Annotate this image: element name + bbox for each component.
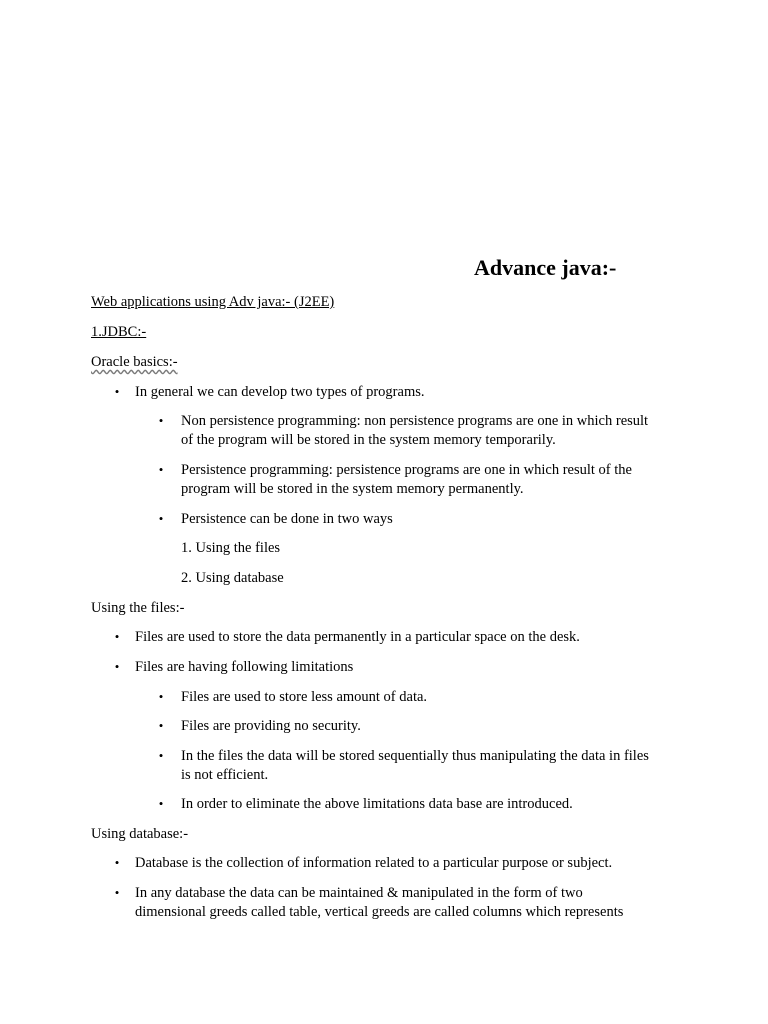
files-bullet-store: Files are used to store the data permanently in a particular space on the desk. <box>135 629 580 645</box>
db-bullet-table-line-1: In any database the data can be maintained & manipulated in the form of two <box>135 885 583 901</box>
bullet-icon: • <box>158 689 164 704</box>
heading-oracle-basics: Oracle basics:- <box>91 354 178 370</box>
bullet-icon: • <box>114 384 120 399</box>
bullet-icon: • <box>114 629 120 644</box>
heading-jdbc: 1.JDBC:- <box>91 324 147 340</box>
persistence-line-2: program will be stored in the system memory permanently. <box>181 481 524 497</box>
limitation-less-data: Files are used to store less amount of data. <box>181 689 428 705</box>
heading-using-files: Using the files:- <box>91 600 185 616</box>
bullet-icon: • <box>158 413 164 428</box>
bullet-icon: • <box>158 462 164 477</box>
persistence-line-1: Persistence programming: persistence programs are one in which result of the <box>181 462 632 478</box>
limitation-sequential-line-2: is not efficient. <box>181 767 269 783</box>
heading-using-database: Using database:- <box>91 826 189 842</box>
limitation-sequential-line-1: In the files the data will be stored sequentially thus manipulating the data in files <box>181 748 649 764</box>
limitation-database-introduced: In order to eliminate the above limitations data base are introduced. <box>181 796 573 812</box>
way-using-database: 2. Using database <box>181 570 284 586</box>
bullet-icon: • <box>158 796 164 811</box>
non-persistence-line-1: Non persistence programming: non persistence programs are one in which result <box>181 413 649 429</box>
files-bullet-limitations: Files are having following limitations <box>135 659 354 675</box>
bullet-icon: • <box>114 885 120 900</box>
db-bullet-table-line-2: dimensional greeds called table, vertical greeds are called columns which represents <box>135 904 624 920</box>
db-bullet-definition: Database is the collection of information related to a particular purpose or subject. <box>135 855 613 871</box>
bullet-icon: • <box>114 659 120 674</box>
bullet-icon: • <box>114 855 120 870</box>
oracle-bullet-programs: In general we can develop two types of programs. <box>135 384 425 400</box>
persistence-ways: Persistence can be done in two ways <box>181 511 393 527</box>
bullet-icon: • <box>158 748 164 763</box>
limitation-no-security: Files are providing no security. <box>181 718 361 734</box>
non-persistence-line-2: of the program will be stored in the system memory temporarily. <box>181 432 556 448</box>
way-using-files: 1. Using the files <box>181 540 281 556</box>
page-title: Advance java:- <box>474 255 617 280</box>
bullet-icon: • <box>158 511 164 526</box>
heading-web-applications: Web applications using Adv java:- (J2EE) <box>91 294 335 310</box>
bullet-icon: • <box>158 718 164 733</box>
